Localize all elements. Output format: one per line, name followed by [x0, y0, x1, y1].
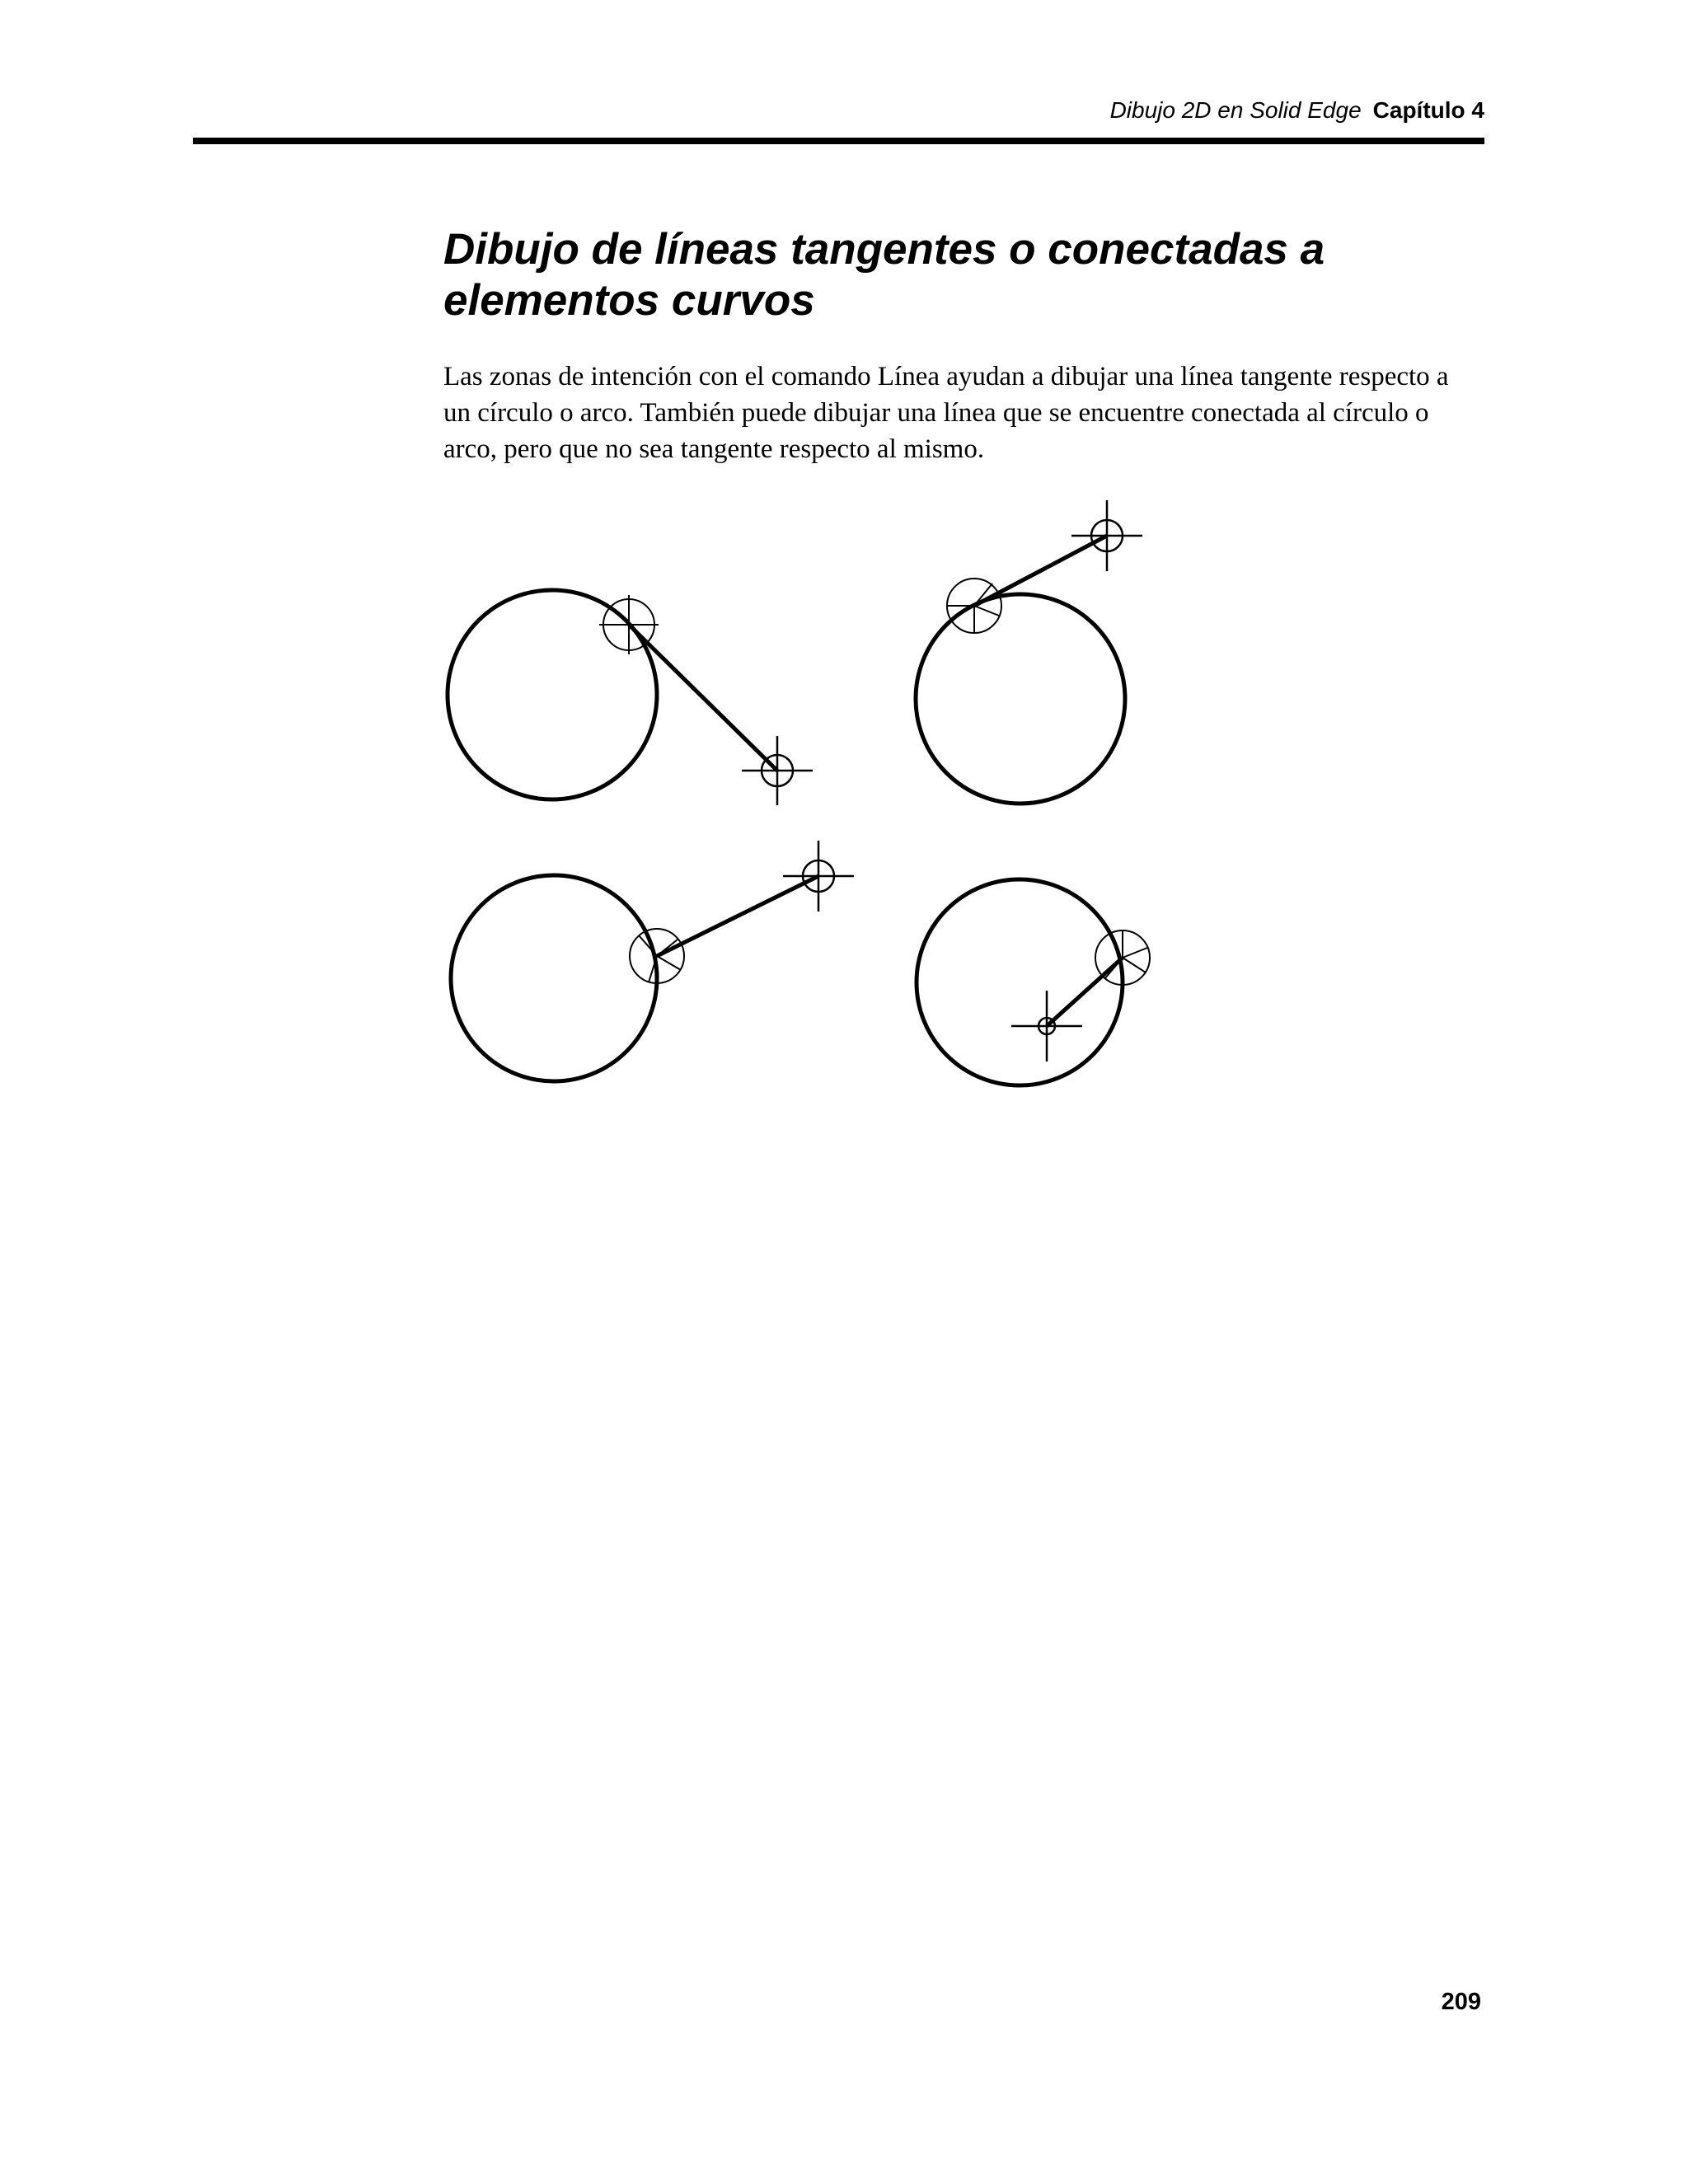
cursor-crosshair-icon [783, 841, 854, 912]
curved-element-circle [448, 590, 657, 799]
page-number: 209 [1441, 1989, 1481, 2015]
figure-panel-connected-outward [451, 841, 854, 1081]
curved-element-circle [916, 594, 1125, 804]
header-chapter: Capítulo 4 [1372, 97, 1484, 123]
tangent-point-marker [947, 579, 1001, 633]
curved-element-circle [451, 875, 657, 1081]
connected-line [1047, 958, 1123, 1026]
figure-panel-connected-inward [917, 879, 1150, 1085]
page-title: Dibujo de líneas tangentes o conectadas a elementos curvos [443, 225, 1325, 325]
figure-panel-tangent-right [448, 590, 813, 805]
header-section-title: Dibujo 2D en Solid Edge [1109, 97, 1362, 123]
header-rule [193, 138, 1484, 144]
cursor-crosshair-icon [1071, 500, 1142, 571]
running-header [1110, 97, 1484, 124]
body-paragraph: Las zonas de intención con el comando Línea ayudan a dibujar una línea tangente respecto a un círculo o arco. También puede dibujar una línea que se encuentre conectada al círculo o arco, pero que no sea tangente respecto al mismo. [443, 362, 1449, 464]
tangent-lines-figure [437, 486, 1179, 1113]
figure-panel-tangent-left [916, 500, 1142, 804]
curved-element-circle [917, 879, 1123, 1085]
tangent-line [629, 625, 777, 771]
